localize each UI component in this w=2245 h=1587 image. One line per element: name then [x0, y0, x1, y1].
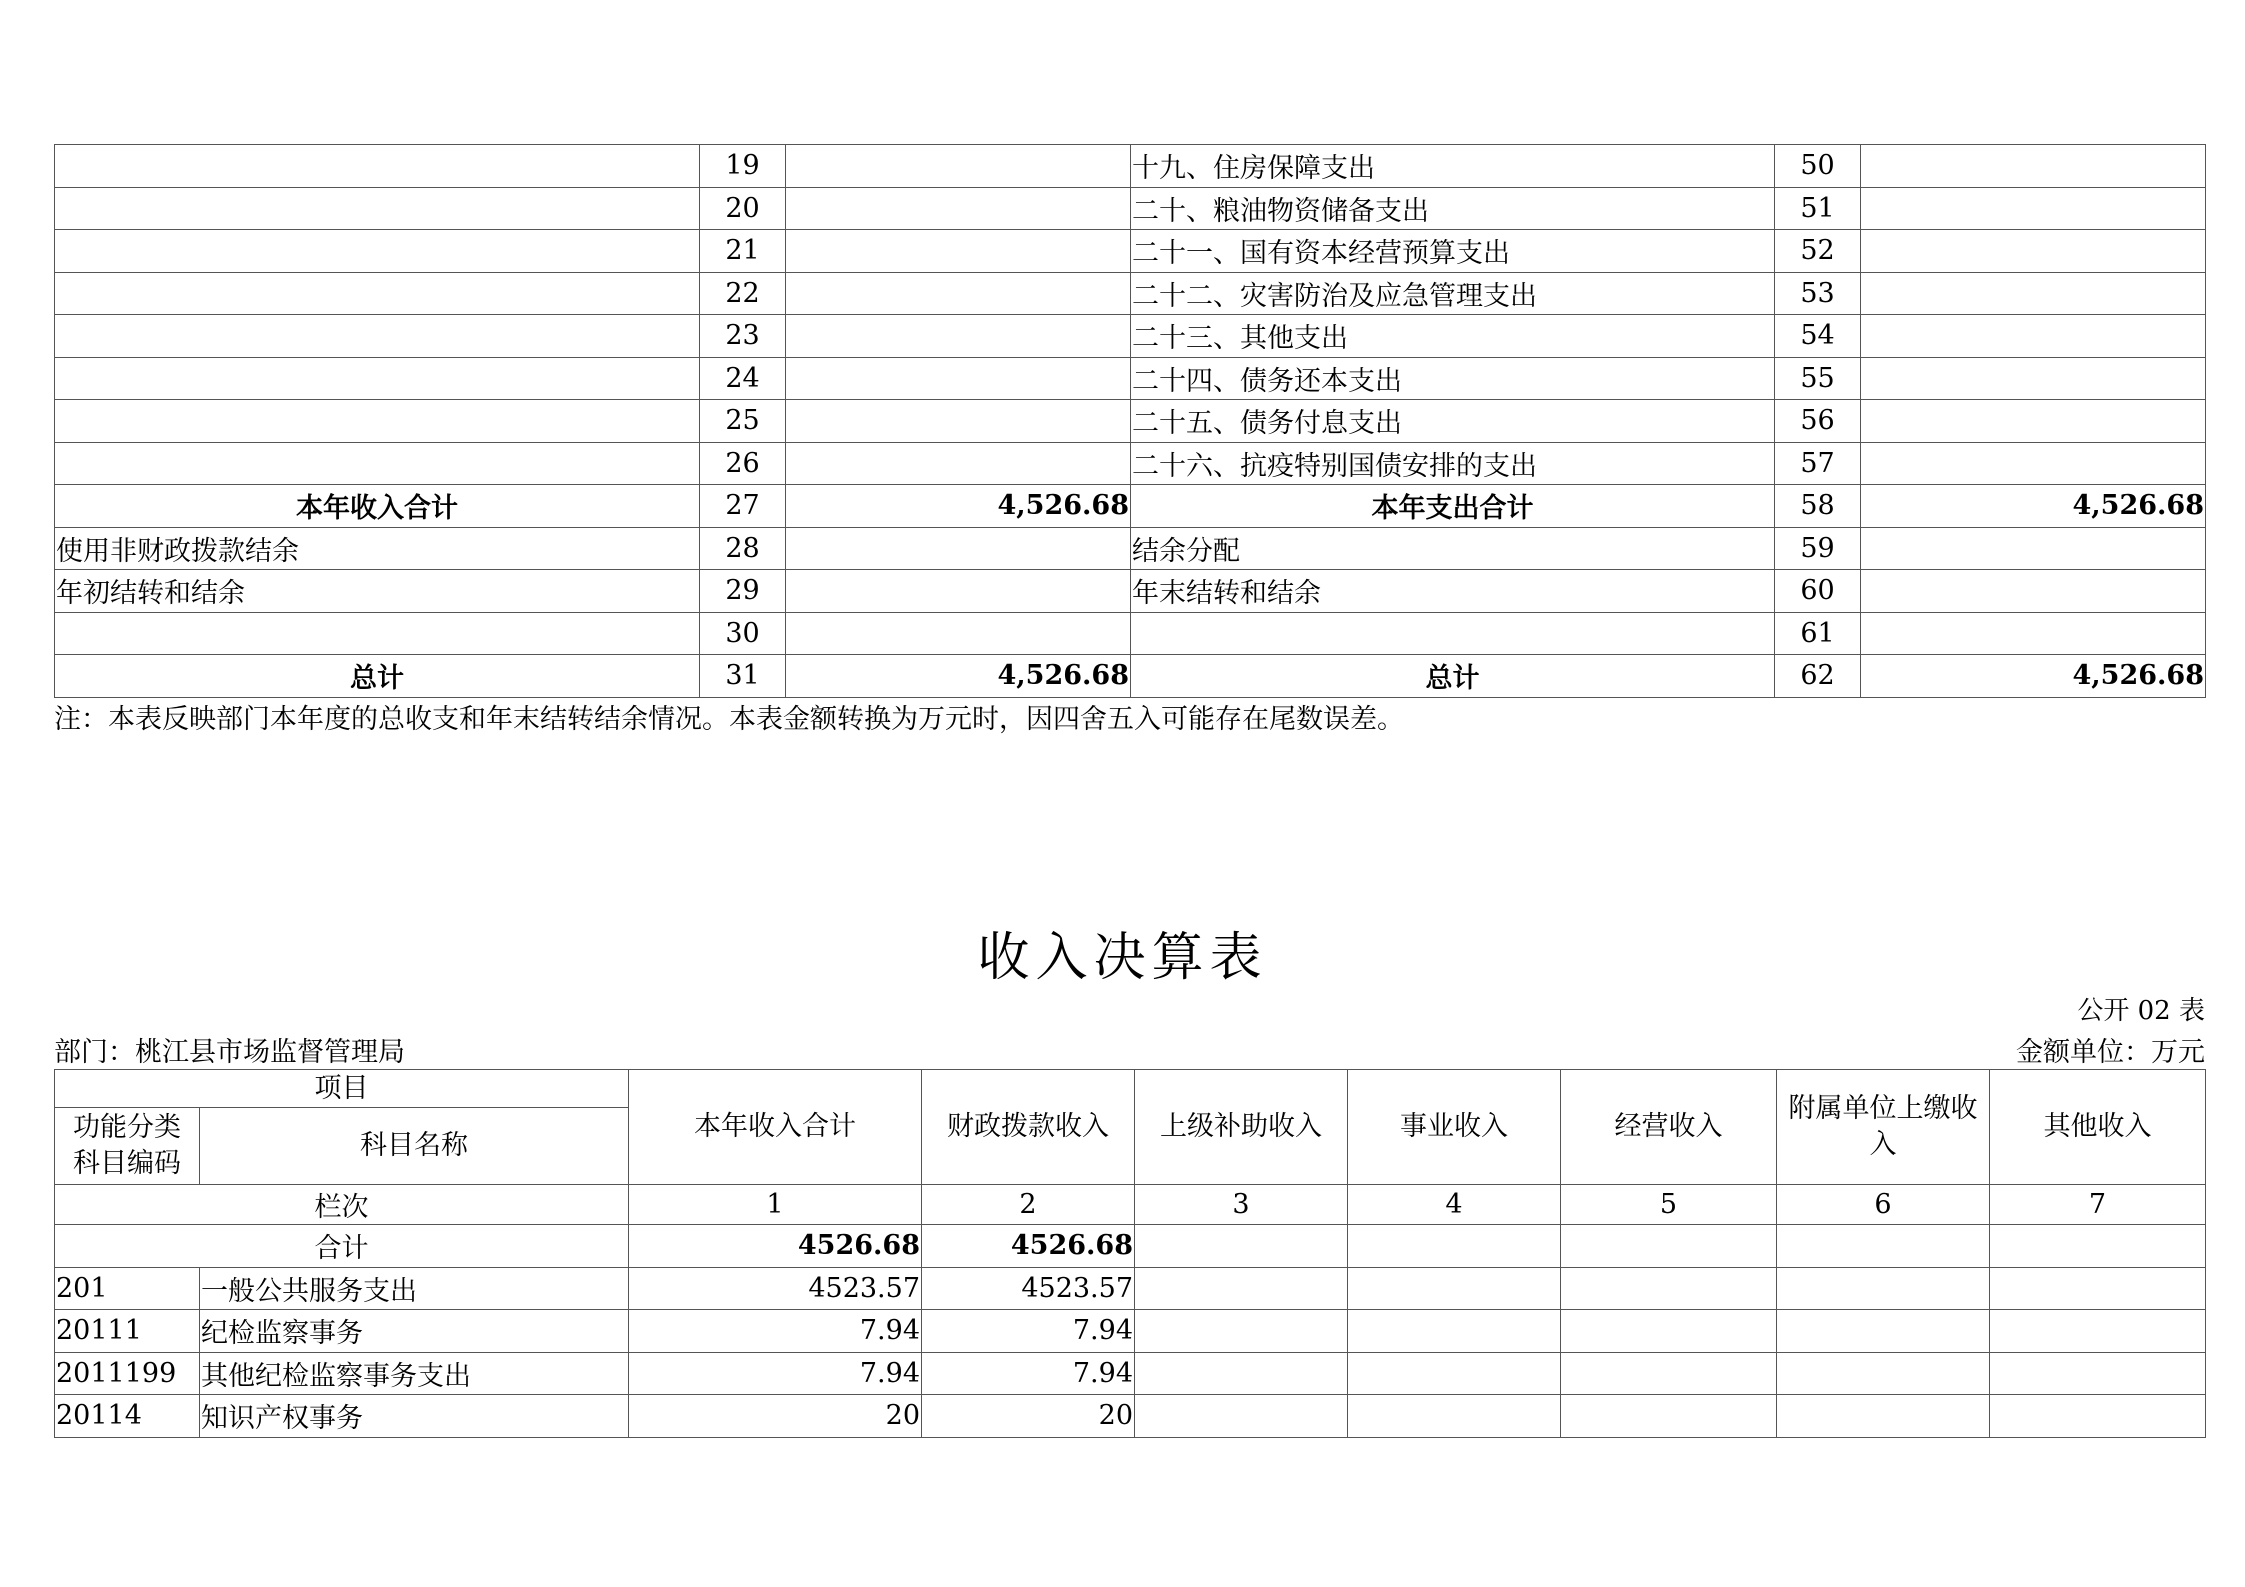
income-item-cell: [55, 357, 700, 400]
expense-amount-cell: [1861, 612, 2206, 655]
income-item-cell: [55, 145, 700, 188]
expense-item-cell: 二十六、抗疫特别国债安排的支出: [1131, 442, 1775, 485]
income-table-body: [55, 1070, 2206, 1438]
income-row-number: 31: [700, 655, 786, 698]
index-cell: 1: [629, 1185, 922, 1225]
table-row: [55, 1267, 2206, 1310]
table-row: [55, 1352, 2206, 1395]
income-row-number: 26: [700, 442, 786, 485]
table-note: 注：本表反映部门本年度的总收支和年末结转结余情况。本表金额转换为万元时，因四舍五入可能存在尾数误差。: [54, 704, 1404, 735]
income-amount-cell: [786, 230, 1131, 273]
index-cell: 4: [1348, 1185, 1561, 1225]
income-item-cell: [55, 272, 700, 315]
empty-cell: [1561, 1225, 1777, 1268]
income-item-cell: [55, 230, 700, 273]
table-row: [55, 272, 2206, 315]
table-row: [55, 527, 2206, 570]
expense-item-cell: 年末结转和结余: [1131, 570, 1775, 613]
table-row: [55, 442, 2206, 485]
expense-row-number: 54: [1775, 315, 1861, 358]
expense-item-cell: [1131, 612, 1775, 655]
empty-cell: [1990, 1267, 2206, 1310]
table-row: [55, 187, 2206, 230]
income-row-number: 20: [700, 187, 786, 230]
index-label: 栏次: [55, 1185, 629, 1225]
subject-name-cell: 知识产权事务: [200, 1395, 629, 1438]
empty-cell: [1135, 1267, 1348, 1310]
income-row-number: 29: [700, 570, 786, 613]
income-amount-cell: [786, 145, 1131, 188]
expense-amount-cell: [1861, 400, 2206, 443]
subject-code-cell: 201: [55, 1267, 200, 1310]
header-item: 项目: [55, 1070, 629, 1108]
table-row: [55, 485, 2206, 528]
empty-cell: [1348, 1395, 1561, 1438]
income-item-cell: [55, 400, 700, 443]
income-row-number: 19: [700, 145, 786, 188]
summary-table-body: [55, 145, 2206, 698]
income-amount-cell: 4,526.68: [786, 485, 1131, 528]
expense-amount-cell: [1861, 357, 2206, 400]
empty-cell: [1561, 1395, 1777, 1438]
subject-name-cell: 纪检监察事务: [200, 1310, 629, 1353]
income-item-cell: [55, 315, 700, 358]
subject-name-cell: 其他纪检监察事务支出: [200, 1352, 629, 1395]
income-item-cell: 年初结转和结余: [55, 570, 700, 613]
header-affiliated-income: 附属单位上缴收入: [1777, 1070, 1990, 1185]
table-row: [55, 400, 2206, 443]
income-final-accounts-table: [54, 1069, 2206, 1438]
header-fiscal-income: 财政拨款收入: [922, 1070, 1135, 1185]
total-fiscal-amount: 4526.68: [922, 1225, 1135, 1268]
index-cell: 2: [922, 1185, 1135, 1225]
table-row: [55, 230, 2206, 273]
expense-row-number: 61: [1775, 612, 1861, 655]
header-subject-name: 科目名称: [200, 1108, 629, 1185]
total-row: [55, 1225, 2206, 1268]
total-income-cell: 7.94: [629, 1352, 922, 1395]
fiscal-income-cell: 4523.57: [922, 1267, 1135, 1310]
department-label: 部门：桃江县市场监督管理局: [54, 1037, 405, 1068]
income-item-cell: [55, 612, 700, 655]
index-row: [55, 1185, 2206, 1225]
table-row: [55, 315, 2206, 358]
empty-cell: [1777, 1352, 1990, 1395]
empty-cell: [1777, 1395, 1990, 1438]
total-income-cell: 7.94: [629, 1310, 922, 1353]
table-row: [55, 612, 2206, 655]
expense-amount-cell: [1861, 315, 2206, 358]
empty-cell: [1990, 1395, 2206, 1438]
empty-cell: [1561, 1352, 1777, 1395]
income-amount-cell: 4,526.68: [786, 655, 1131, 698]
expense-amount-cell: 4,526.68: [1861, 655, 2206, 698]
total-income-amount: 4526.68: [629, 1225, 922, 1268]
empty-cell: [1990, 1352, 2206, 1395]
income-amount-cell: [786, 315, 1131, 358]
income-row-number: 27: [700, 485, 786, 528]
fiscal-income-cell: 7.94: [922, 1310, 1135, 1353]
income-amount-cell: [786, 357, 1131, 400]
expense-row-number: 62: [1775, 655, 1861, 698]
table-code: 公开 02 表: [2077, 996, 2205, 1026]
empty-cell: [1990, 1225, 2206, 1268]
total-income-cell: 4523.57: [629, 1267, 922, 1310]
income-amount-cell: [786, 187, 1131, 230]
income-row-number: 24: [700, 357, 786, 400]
income-row-number: 22: [700, 272, 786, 315]
expense-amount-cell: [1861, 527, 2206, 570]
expense-item-cell: 二十一、国有资本经营预算支出: [1131, 230, 1775, 273]
expense-row-number: 60: [1775, 570, 1861, 613]
index-cell: 5: [1561, 1185, 1777, 1225]
income-item-cell: [55, 442, 700, 485]
empty-cell: [1348, 1267, 1561, 1310]
expense-item-cell: 二十、粮油物资储备支出: [1131, 187, 1775, 230]
subject-code-cell: 2011199: [55, 1352, 200, 1395]
expense-row-number: 53: [1775, 272, 1861, 315]
empty-cell: [1990, 1310, 2206, 1353]
expense-amount-cell: [1861, 570, 2206, 613]
expense-item-cell: 总计: [1131, 655, 1775, 698]
header-operating-income: 经营收入: [1561, 1070, 1777, 1185]
fiscal-income-cell: 7.94: [922, 1352, 1135, 1395]
income-row-number: 28: [700, 527, 786, 570]
income-expense-summary-table: [54, 144, 2206, 698]
table-row: [55, 145, 2206, 188]
empty-cell: [1348, 1352, 1561, 1395]
income-item-cell: [55, 187, 700, 230]
income-amount-cell: [786, 570, 1131, 613]
expense-row-number: 55: [1775, 357, 1861, 400]
income-item-cell: 使用非财政拨款结余: [55, 527, 700, 570]
empty-cell: [1135, 1395, 1348, 1438]
income-row-number: 21: [700, 230, 786, 273]
empty-cell: [1777, 1310, 1990, 1353]
index-cell: 3: [1135, 1185, 1348, 1225]
empty-cell: [1348, 1310, 1561, 1353]
expense-item-cell: 二十五、债务付息支出: [1131, 400, 1775, 443]
expense-item-cell: 二十四、债务还本支出: [1131, 357, 1775, 400]
header-row: [55, 1070, 2206, 1108]
header-business-income: 事业收入: [1348, 1070, 1561, 1185]
expense-amount-cell: [1861, 442, 2206, 485]
income-amount-cell: [786, 442, 1131, 485]
income-item-cell: 总计: [55, 655, 700, 698]
expense-amount-cell: [1861, 272, 2206, 315]
empty-cell: [1135, 1310, 1348, 1353]
table-row: [55, 655, 2206, 698]
empty-cell: [1348, 1225, 1561, 1268]
income-row-number: 30: [700, 612, 786, 655]
table-row: [55, 1310, 2206, 1353]
expense-row-number: 51: [1775, 187, 1861, 230]
income-amount-cell: [786, 400, 1131, 443]
empty-cell: [1777, 1225, 1990, 1268]
empty-cell: [1561, 1310, 1777, 1353]
expense-item-cell: 十九、住房保障支出: [1131, 145, 1775, 188]
header-superior-subsidy: 上级补助收入: [1135, 1070, 1348, 1185]
expense-item-cell: 结余分配: [1131, 527, 1775, 570]
expense-amount-cell: 4,526.68: [1861, 485, 2206, 528]
expense-row-number: 59: [1775, 527, 1861, 570]
header-total-income: 本年收入合计: [629, 1070, 922, 1185]
expense-row-number: 57: [1775, 442, 1861, 485]
table-row: [55, 570, 2206, 613]
expense-row-number: 52: [1775, 230, 1861, 273]
table-row: [55, 1395, 2206, 1438]
expense-item-cell: 二十二、灾害防治及应急管理支出: [1131, 272, 1775, 315]
empty-cell: [1135, 1352, 1348, 1395]
expense-amount-cell: [1861, 230, 2206, 273]
expense-row-number: 50: [1775, 145, 1861, 188]
subject-name-cell: 一般公共服务支出: [200, 1267, 629, 1310]
empty-cell: [1561, 1267, 1777, 1310]
subject-code-cell: 20111: [55, 1310, 200, 1353]
empty-cell: [1777, 1267, 1990, 1310]
income-row-number: 25: [700, 400, 786, 443]
total-income-cell: 20: [629, 1395, 922, 1438]
expense-row-number: 56: [1775, 400, 1861, 443]
fiscal-income-cell: 20: [922, 1395, 1135, 1438]
expense-row-number: 58: [1775, 485, 1861, 528]
subject-code-cell: 20114: [55, 1395, 200, 1438]
header-other-income: 其他收入: [1990, 1070, 2206, 1185]
index-cell: 7: [1990, 1185, 2206, 1225]
income-amount-cell: [786, 612, 1131, 655]
income-amount-cell: [786, 272, 1131, 315]
expense-amount-cell: [1861, 187, 2206, 230]
expense-amount-cell: [1861, 145, 2206, 188]
amount-unit-label: 金额单位：万元: [2016, 1037, 2205, 1068]
expense-item-cell: 二十三、其他支出: [1131, 315, 1775, 358]
page-title: 收入决算表: [977, 928, 1268, 988]
total-label: 合计: [55, 1225, 629, 1268]
header-func-code: 功能分类科目编码: [55, 1108, 200, 1185]
index-cell: 6: [1777, 1185, 1990, 1225]
income-amount-cell: [786, 527, 1131, 570]
table-row: [55, 357, 2206, 400]
expense-item-cell: 本年支出合计: [1131, 485, 1775, 528]
income-row-number: 23: [700, 315, 786, 358]
empty-cell: [1135, 1225, 1348, 1268]
income-item-cell: 本年收入合计: [55, 485, 700, 528]
